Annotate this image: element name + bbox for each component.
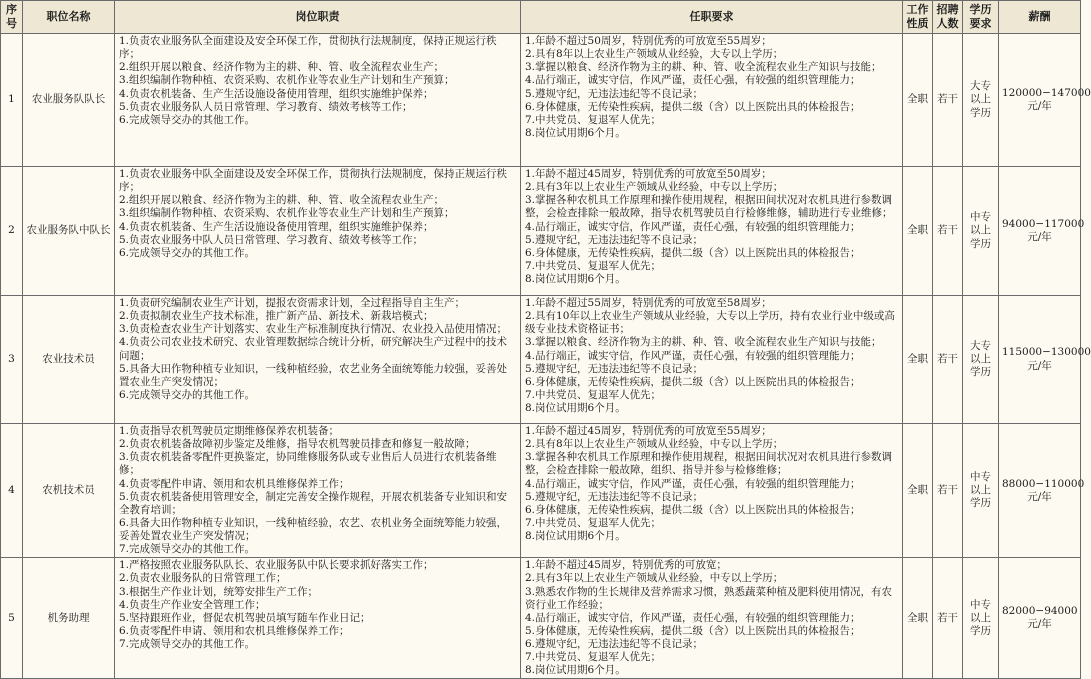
list-item: 7.完成领导交办的其他工作。 bbox=[119, 638, 256, 650]
list-item: 5.负责农业服务队人员日常管理、学习教育、绩效考核等工作； bbox=[119, 100, 413, 113]
duties-cell bbox=[115, 167, 521, 296]
list-item: 8.岗位试用期6个月。 bbox=[525, 664, 626, 677]
list-item: 8.岗位试用期6个月。 bbox=[525, 530, 626, 542]
list-item: 4.负责生产作业安全管理工作； bbox=[119, 598, 266, 611]
list-item: 1.年龄不超过45周岁，特别优秀的可放宽至50周岁； bbox=[525, 168, 772, 180]
list-item: 1.严格按照农业服务队队长、农业服务队中队长要求抓好落实工作； bbox=[119, 559, 434, 572]
list-item: 6.身体健康，无传染性疾病，提供二级（含）以上医院出具的体检报告； bbox=[525, 375, 861, 388]
list-item: 1.负责农业服务队全面建设及安全环保工作，贯彻执行法规制度，保持正规运行秩序； bbox=[119, 35, 497, 61]
education-requirement: 中专以上学历 bbox=[963, 558, 999, 679]
list-item: 6.完成领导交办的其他工作。 bbox=[119, 246, 256, 259]
list-item: 3.掌握各种农机具工作原理和操作使用规程，根据田间状况对农机具进行参数调整，会检查排除一般故障，指导农机驾驶员自行检修维修，辅助进行专业维修； bbox=[525, 194, 893, 220]
list-item: 1.年龄不超过50周岁，特别优秀的可放宽至55周岁； bbox=[525, 35, 772, 47]
list-item: 6.身体健康，无传染性疾病，提供二级（含）以上医院出具的体检报告； bbox=[525, 100, 861, 113]
requirements-cell bbox=[521, 296, 903, 424]
work-nature: 全职 bbox=[903, 558, 933, 679]
salary: 120000−147000元/年 bbox=[999, 34, 1081, 167]
list-item: 8.岗位试用期6个月。 bbox=[525, 273, 626, 285]
list-item: 6.完成领导交办的其他工作。 bbox=[119, 388, 256, 401]
list-item: 4.负责农机装备、生产生活设施设备使用管理，组织实施维护保养； bbox=[119, 220, 434, 233]
list-item: 7.完成领导交办的其他工作。 bbox=[119, 543, 256, 556]
hire-count: 若干 bbox=[933, 34, 963, 167]
list-item: 2.具有8年以上农业生产领域从业经验，大专以上学历； bbox=[525, 48, 784, 61]
list-item: 3.负责检查农业生产计划落实、农业生产标准制度执行情况、农业投入品使用情况； bbox=[119, 323, 508, 336]
list-item: 4.品行端正，诚实守信，作风严谨，责任心强，有较强的组织管理能力； bbox=[525, 611, 861, 624]
list-item: 2.具有3年以上农业生产领域从业经验，中专以上学历； bbox=[525, 572, 784, 585]
list-item: 5.遵规守纪，无违法违纪等不良记录； bbox=[525, 87, 704, 100]
hire-count: 若干 bbox=[933, 167, 963, 296]
requirements-cell bbox=[521, 558, 903, 679]
list-item: 1.年龄不超过55周岁，特别优秀的可放宽至58周岁； bbox=[525, 297, 772, 309]
list-item: 6.身体健康，无传染性疾病，提供二级（含）以上医院出具的体检报告； bbox=[525, 246, 861, 259]
salary: 82000−94000元/年 bbox=[999, 558, 1081, 679]
requirements-cell bbox=[521, 424, 903, 558]
duties-cell bbox=[115, 34, 521, 167]
position-name: 农机技术员 bbox=[23, 424, 115, 558]
position-name: 农业服务队中队长 bbox=[23, 167, 115, 296]
header-duties: 岗位职责 bbox=[115, 1, 521, 34]
list-item: 3.组织编制作物种植、农资采购、农机作业等农业生产计划和生产预算； bbox=[119, 207, 455, 220]
row-no: 1 bbox=[1, 34, 23, 167]
duties-cell bbox=[115, 558, 521, 679]
list-item: 7.中共党员、复退军人优先； bbox=[525, 259, 662, 272]
list-item: 2.具有8年以上农业生产领域从业经验，中专以上学历； bbox=[525, 438, 784, 451]
list-item: 6.身体健康，无传染性疾病，提供二级（含）以上医院出具的体检报告； bbox=[525, 503, 861, 516]
list-item: 8.岗位试用期6个月。 bbox=[525, 126, 626, 139]
duties-cell bbox=[115, 424, 521, 558]
hire-count: 若干 bbox=[933, 296, 963, 424]
header-salary: 薪酬 bbox=[999, 1, 1081, 34]
header-position: 职位名称 bbox=[23, 1, 115, 34]
row-no: 5 bbox=[1, 558, 23, 679]
list-item: 4.品行端正，诚实守信，作风严谨，责任心强，有较强的组织管理能力； bbox=[525, 220, 861, 233]
requirements-cell bbox=[521, 167, 903, 296]
list-item: 2.组织开展以粮食、经济作物为主的耕、种、管、收全流程农业生产； bbox=[119, 194, 445, 207]
work-nature: 全职 bbox=[903, 34, 933, 167]
work-nature: 全职 bbox=[903, 296, 933, 424]
header-no: 序号 bbox=[1, 1, 23, 34]
hire-count: 若干 bbox=[933, 558, 963, 679]
list-item: 4.负责农机装备、生产生活设施设备使用管理，组织实施维护保养； bbox=[119, 87, 434, 100]
list-item: 7.中共党员、复退军人优先； bbox=[525, 516, 662, 529]
salary: 88000−110000元/年 bbox=[999, 424, 1081, 558]
position-name: 机务助理 bbox=[23, 558, 115, 679]
list-item: 5.坚持跟班作业，督促农机驾驶员填写随车作业日记； bbox=[119, 611, 371, 624]
header-row bbox=[1, 1, 1081, 34]
list-item: 7.中共党员、复退军人优先； bbox=[525, 113, 662, 126]
education-requirement: 中专以上学历 bbox=[963, 167, 999, 296]
list-item: 4.品行端正，诚实守信，作风严谨，责任心强，有较强的组织管理能力； bbox=[525, 349, 861, 362]
list-item: 5.负责农业服务中队人员日常管理、学习教育、绩效考核等工作； bbox=[119, 233, 424, 246]
row-no: 4 bbox=[1, 424, 23, 558]
list-item: 3.掌握以粮食、经济作物为主的耕、种、管、收全流程农业生产知识与技能； bbox=[525, 336, 882, 349]
list-item: 8.岗位试用期6个月。 bbox=[525, 402, 626, 414]
list-item: 2.具有3年以上农业生产领域从业经验，中专以上学历； bbox=[525, 181, 784, 194]
list-item: 6.负责零配件申请、领用和农机具维修保养工作； bbox=[119, 624, 350, 637]
table-row bbox=[1, 167, 1081, 296]
hire-count: 若干 bbox=[933, 424, 963, 558]
table-row bbox=[1, 558, 1081, 679]
list-item: 2.负责农机装备故障初步鉴定及维修，指导农机驾驶员排查和修复一般故障； bbox=[119, 438, 476, 451]
list-item: 6.具备大田作物种植专业知识，一线种植经验，农艺、农机业务全面统筹能力较强，妥善处置农业生产突发情况； bbox=[119, 516, 508, 542]
list-item: 6.完成领导交办的其他工作。 bbox=[119, 113, 256, 126]
work-nature: 全职 bbox=[903, 167, 933, 296]
list-item: 2.组织开展以粮食、经济作物为主的耕、种、管、收全流程农业生产； bbox=[119, 61, 445, 74]
list-item: 1.年龄不超过45周岁，特别优秀的可放宽至55周岁； bbox=[525, 425, 772, 437]
list-item: 5.遵规守纪，无违法违纪等不良记录； bbox=[525, 362, 704, 375]
list-item: 3.组织编制作物种植、农资采购、农机作业等农业生产计划和生产预算； bbox=[119, 74, 455, 87]
list-item: 3.根据生产作业计划，统筹安排生产工作； bbox=[119, 585, 319, 598]
header-count: 招聘人数 bbox=[933, 1, 963, 34]
list-item: 1.负责农业服务中队全面建设及安全环保工作，贯彻执行法规制度，保持正规运行秩序； bbox=[119, 168, 508, 194]
header-education: 学历要求 bbox=[963, 1, 999, 34]
header-nature: 工作性质 bbox=[903, 1, 933, 34]
requirements-cell bbox=[521, 34, 903, 167]
list-item: 3.掌握以粮食、经济作物为主的耕、种、管、收全流程农业生产知识与技能； bbox=[525, 61, 882, 74]
row-no: 2 bbox=[1, 167, 23, 296]
list-item: 4.负责零配件申请、领用和农机具维修保养工作； bbox=[119, 477, 350, 490]
list-item: 2.负责农业服务队的日常管理工作； bbox=[119, 572, 287, 585]
table-row bbox=[1, 296, 1081, 424]
work-nature: 全职 bbox=[903, 424, 933, 558]
list-item: 5.遵规守纪，无违法违纪等不良记录； bbox=[525, 490, 704, 503]
list-item: 1.年龄不超过45周岁，特别优秀的可放宽； bbox=[525, 559, 727, 572]
list-item: 3.掌握各种农机具工作原理和操作使用规程，根据田间状况对农机具进行参数调整，会检查排除一般故障，组织、指导并参与检修维修； bbox=[525, 451, 893, 477]
list-item: 5.遵规守纪，无违法违纪等不良记录； bbox=[525, 233, 704, 246]
list-item: 1.负责研究编制农业生产计划，提报农资需求计划，全过程指导自主生产； bbox=[119, 297, 466, 309]
list-item: 4.品行端正，诚实守信，作风严谨，责任心强，有较强的组织管理能力； bbox=[525, 477, 861, 490]
header-requirements: 任职要求 bbox=[521, 1, 903, 34]
education-requirement: 大专以上学历 bbox=[963, 34, 999, 167]
list-item: 3.负责农机装备零配件更换鉴定，协同维修服务队或专业售后人员进行农机装备维修； bbox=[119, 451, 497, 477]
list-item: 3.熟悉农作物的生长规律及营养需求习惯，熟悉蔬菜种植及肥料使用情况，有农资行业工作经验； bbox=[525, 585, 893, 611]
list-item: 2.负责拟制农业生产技术标准，推广新产品、新技术、新栽培模式； bbox=[119, 310, 434, 323]
salary: 115000−130000元/年 bbox=[999, 296, 1081, 424]
position-name: 农业技术员 bbox=[23, 296, 115, 424]
list-item: 5.具备大田作物种植专业知识，一线种植经验，农艺业务全面统筹能力较强，妥善处置农业生产突发情况； bbox=[119, 362, 508, 388]
list-item: 4.品行端正，诚实守信，作风严谨，责任心强，有较强的组织管理能力； bbox=[525, 74, 861, 87]
list-item: 5.身体健康，无传染性疾病，提供二级（含）以上医院出具的体检报告； bbox=[525, 624, 861, 637]
position-name: 农业服务队队长 bbox=[23, 34, 115, 167]
table-row bbox=[1, 34, 1081, 167]
list-item: 5.负责农机装备使用管理安全，制定完善安全操作规程，开展农机装备专业知识和安全教育培训； bbox=[119, 490, 508, 516]
list-item: 7.中共党员、复退军人优先； bbox=[525, 388, 662, 401]
list-item: 6.遵规守纪，无违法违纪等不良记录； bbox=[525, 638, 704, 650]
salary: 94000−117000元/年 bbox=[999, 167, 1081, 296]
list-item: 2.具有10年以上农业生产领域从业经验，大专以上学历，持有农业行业中级或高级专业技术资格证书； bbox=[525, 310, 895, 336]
list-item: 7.中共党员、复退军人优先； bbox=[525, 651, 662, 664]
duties-cell bbox=[115, 296, 521, 424]
table-row bbox=[1, 424, 1081, 558]
education-requirement: 大专以上学历 bbox=[963, 296, 999, 424]
education-requirement: 中专以上学历 bbox=[963, 424, 999, 558]
row-no: 3 bbox=[1, 296, 23, 424]
list-item: 1.负责指导农机驾驶员定期维修保养农机装备； bbox=[119, 425, 340, 437]
list-item: 4.负责公司农业技术研究、农业管理数据综合统计分析，研究解决生产过程中的技术问题； bbox=[119, 336, 508, 362]
